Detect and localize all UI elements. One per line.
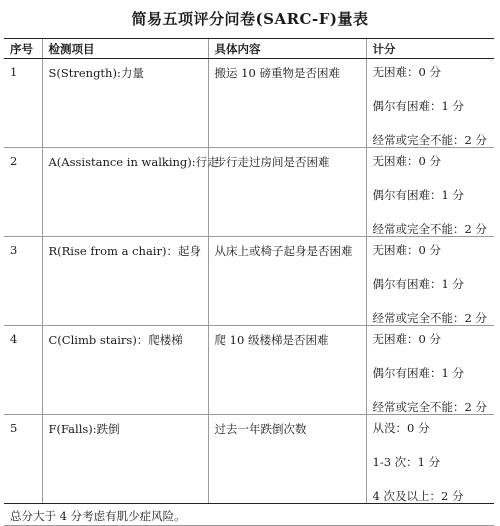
table-title: 简易五项评分问卷(SARC-F)量表 (131, 10, 369, 28)
score-option: 偶尔有困难：1 分 (372, 99, 464, 113)
table-row (4, 326, 494, 415)
table-row (4, 148, 494, 237)
row-number: 2 (4, 148, 42, 237)
row-content: 爬 10 级楼梯是否困难 (208, 326, 366, 415)
score-option: 经常或完全不能：2 分 (372, 222, 487, 236)
score-option: 无困难：0 分 (372, 243, 441, 257)
score-option: 偶尔有困难：1 分 (372, 366, 464, 380)
score-option: 1-3 次：1 分 (372, 455, 441, 469)
score-option: 偶尔有困难：1 分 (372, 277, 464, 291)
table-row (4, 415, 494, 504)
header-score: 计分 (366, 39, 494, 59)
row-number: 1 (4, 59, 42, 148)
header-item: 检测项目 (42, 39, 208, 59)
row-content: 过去一年跌倒次数 (208, 415, 366, 504)
row-item: R(Rise from a chair)：起身 (42, 237, 208, 326)
row-item: S(Strength):力量 (42, 59, 208, 148)
score-option: 从没：0 分 (372, 421, 430, 435)
row-scores (366, 148, 494, 237)
score-option: 经常或完全不能：2 分 (372, 400, 487, 414)
footer-row (4, 504, 494, 526)
row-scores (366, 326, 494, 415)
score-option: 无困难：0 分 (372, 154, 441, 168)
score-option: 无困难：0 分 (372, 65, 441, 79)
row-item: A(Assistance in walking):行走 (42, 148, 208, 237)
row-scores (366, 59, 494, 148)
row-scores (366, 237, 494, 326)
header-number: 序号 (4, 39, 42, 59)
header-content: 具体内容 (208, 39, 366, 59)
footer-note: 总分大于 4 分考虑有肌少症风险。 (4, 504, 494, 526)
row-content: 搬运 10 磅重物是否困难 (208, 59, 366, 148)
score-option: 经常或完全不能：2 分 (372, 133, 487, 147)
sarc-f-table (4, 38, 494, 526)
row-content: 从床上或椅子起身是否困难 (208, 237, 366, 326)
row-scores (366, 415, 494, 504)
row-number: 3 (4, 237, 42, 326)
score-option: 偶尔有困难：1 分 (372, 188, 464, 202)
row-item: F(Falls):跌倒 (42, 415, 208, 504)
row-item: C(Climb stairs)：爬楼梯 (42, 326, 208, 415)
row-number: 5 (4, 415, 42, 504)
score-option: 4 次及以上：2 分 (372, 489, 464, 503)
score-option: 无困难：0 分 (372, 332, 441, 346)
header-row (4, 39, 494, 59)
score-option: 经常或完全不能：2 分 (372, 311, 487, 325)
row-content: 步行走过房间是否困难 (208, 148, 366, 237)
table-row (4, 59, 494, 148)
row-number: 4 (4, 326, 42, 415)
table-row (4, 237, 494, 326)
